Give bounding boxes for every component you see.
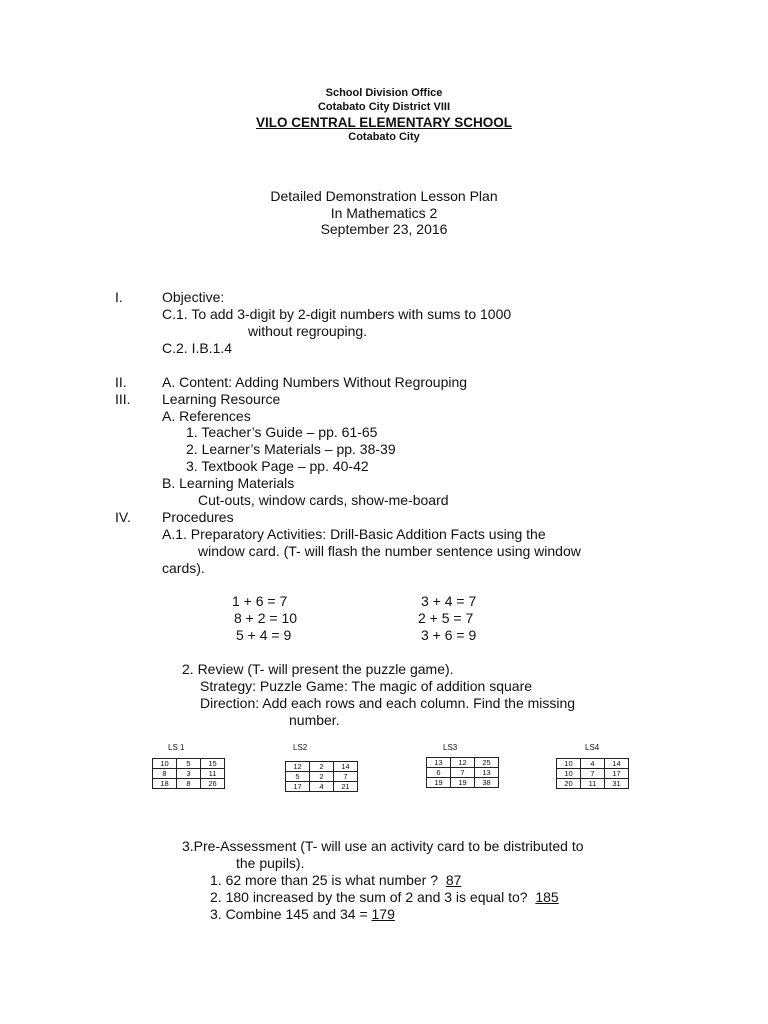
square-cell: 13 [475, 768, 499, 778]
square-cell: 3 [177, 769, 201, 779]
preparatory-activities-cont2: cards). [162, 560, 205, 576]
square-label: LS4 [585, 743, 600, 752]
drill-sentence: 5 + 4 = 9 [236, 627, 292, 643]
square-cell: 18 [153, 779, 177, 789]
learning-materials-heading: B. Learning Materials [162, 475, 295, 491]
objective-c2: C.2. I.B.1.4 [162, 340, 233, 356]
square-cell: 6 [427, 768, 451, 778]
assessment-question [210, 906, 395, 922]
learning-resource-heading: Learning Resource [162, 391, 281, 407]
square-cell: 7 [581, 769, 605, 779]
school-name: VILO CENTRAL ELEMENTARY SCHOOL [255, 115, 512, 130]
magic-square [426, 757, 499, 788]
division-office: School Division Office [325, 87, 443, 99]
review-heading: 2. Review (T- will present the puzzle game). [182, 661, 454, 677]
square-cell: 25 [475, 758, 499, 768]
square-label: LS 1 [168, 743, 185, 752]
square-cell: 15 [201, 759, 225, 769]
reference-item: 3. Textbook Page – pp. 40-42 [186, 458, 369, 474]
square-cell: 10 [153, 759, 177, 769]
square-cell: 5 [286, 772, 310, 782]
square-cell: 2 [310, 772, 334, 782]
square-cell: 10 [557, 769, 581, 779]
square-cell: 8 [177, 779, 201, 789]
square-cell: 11 [581, 779, 605, 789]
city-name: Cotabato City [348, 131, 420, 143]
drill-sentence: 3 + 4 = 7 [421, 593, 477, 609]
drill-sentence: 2 + 5 = 7 [418, 610, 474, 626]
review-strategy: Strategy: Puzzle Game: The magic of addition square [200, 678, 533, 694]
plan-title: Detailed Demonstration Lesson Plan [270, 188, 498, 204]
assessment-question [210, 889, 559, 905]
pre-assessment-heading: 3.Pre-Assessment (T- will use an activity card to be distributed to [182, 838, 584, 854]
drill-sentence: 3 + 6 = 9 [421, 627, 477, 643]
drill-sentence: 1 + 6 = 7 [232, 593, 288, 609]
objective-c1-cont: without regrouping. [248, 323, 368, 339]
preparatory-activities: A.1. Preparatory Activities: Drill-Basic Addition Facts using the [162, 526, 546, 542]
assessment-question [210, 872, 461, 888]
reference-item: 2. Learner’s Materials – pp. 38-39 [186, 441, 396, 457]
preparatory-activities-cont: window card. (T- will flash the number sentence using window [198, 543, 581, 559]
square-cell: 12 [286, 762, 310, 772]
section-ii-number: II. [115, 374, 127, 390]
district-name: Cotabato City District VIII [317, 101, 451, 113]
question-text: 1. 62 more than 25 is what number ? [210, 872, 439, 888]
magic-square [152, 758, 225, 789]
references-heading: A. References [162, 408, 251, 424]
square-cell: 4 [310, 782, 334, 792]
square-cell: 20 [557, 779, 581, 789]
plan-subject: In Mathematics 2 [330, 205, 438, 221]
square-label: LS3 [443, 743, 458, 752]
section-i-number: I. [115, 289, 123, 305]
square-cell: 31 [605, 779, 629, 789]
magic-square [285, 761, 358, 792]
drill-sentence: 8 + 2 = 10 [234, 610, 298, 626]
learning-materials-list: Cut-outs, window cards, show-me-board [198, 492, 449, 508]
square-cell: 2 [310, 762, 334, 772]
square-cell: 7 [334, 772, 358, 782]
objective-heading: Objective: [162, 289, 225, 305]
procedures-heading: Procedures [162, 509, 234, 525]
reference-item: 1. Teacher’s Guide – pp. 61-65 [186, 424, 378, 440]
section-iii-number: III. [115, 391, 131, 407]
square-cell: 21 [334, 782, 358, 792]
square-cell: 8 [153, 769, 177, 779]
square-cell: 14 [605, 759, 629, 769]
square-cell: 38 [475, 778, 499, 788]
square-label: LS2 [293, 743, 308, 752]
pre-assessment-cont: the pupils). [236, 855, 305, 871]
review-direction: Direction: Add each rows and each column. Find the missing [200, 695, 576, 711]
question-text: 2. 180 increased by the sum of 2 and 3 is equal to? [210, 889, 528, 905]
square-cell: 17 [286, 782, 310, 792]
content-text: A. Content: Adding Numbers Without Regrouping [162, 374, 468, 390]
plan-date: September 23, 2016 [320, 221, 448, 237]
square-cell: 26 [201, 779, 225, 789]
square-cell: 5 [177, 759, 201, 769]
square-cell: 4 [581, 759, 605, 769]
square-cell: 12 [451, 758, 475, 768]
question-text: 3. Combine 145 and 34 = [210, 906, 368, 922]
square-cell: 19 [451, 778, 475, 788]
question-answer: 179 [371, 906, 395, 922]
square-cell: 17 [605, 769, 629, 779]
square-cell: 7 [451, 768, 475, 778]
review-direction-cont: number. [289, 712, 340, 728]
objective-c1: C.1. To add 3-digit by 2-digit numbers with sums to 1000 [162, 306, 512, 322]
section-iv-number: IV. [115, 509, 131, 525]
square-cell: 19 [427, 778, 451, 788]
magic-square [556, 758, 629, 789]
square-cell: 11 [201, 769, 225, 779]
square-cell: 10 [557, 759, 581, 769]
question-answer: 87 [445, 872, 462, 888]
square-cell: 13 [427, 758, 451, 768]
question-answer: 185 [535, 889, 559, 905]
square-cell: 14 [334, 762, 358, 772]
